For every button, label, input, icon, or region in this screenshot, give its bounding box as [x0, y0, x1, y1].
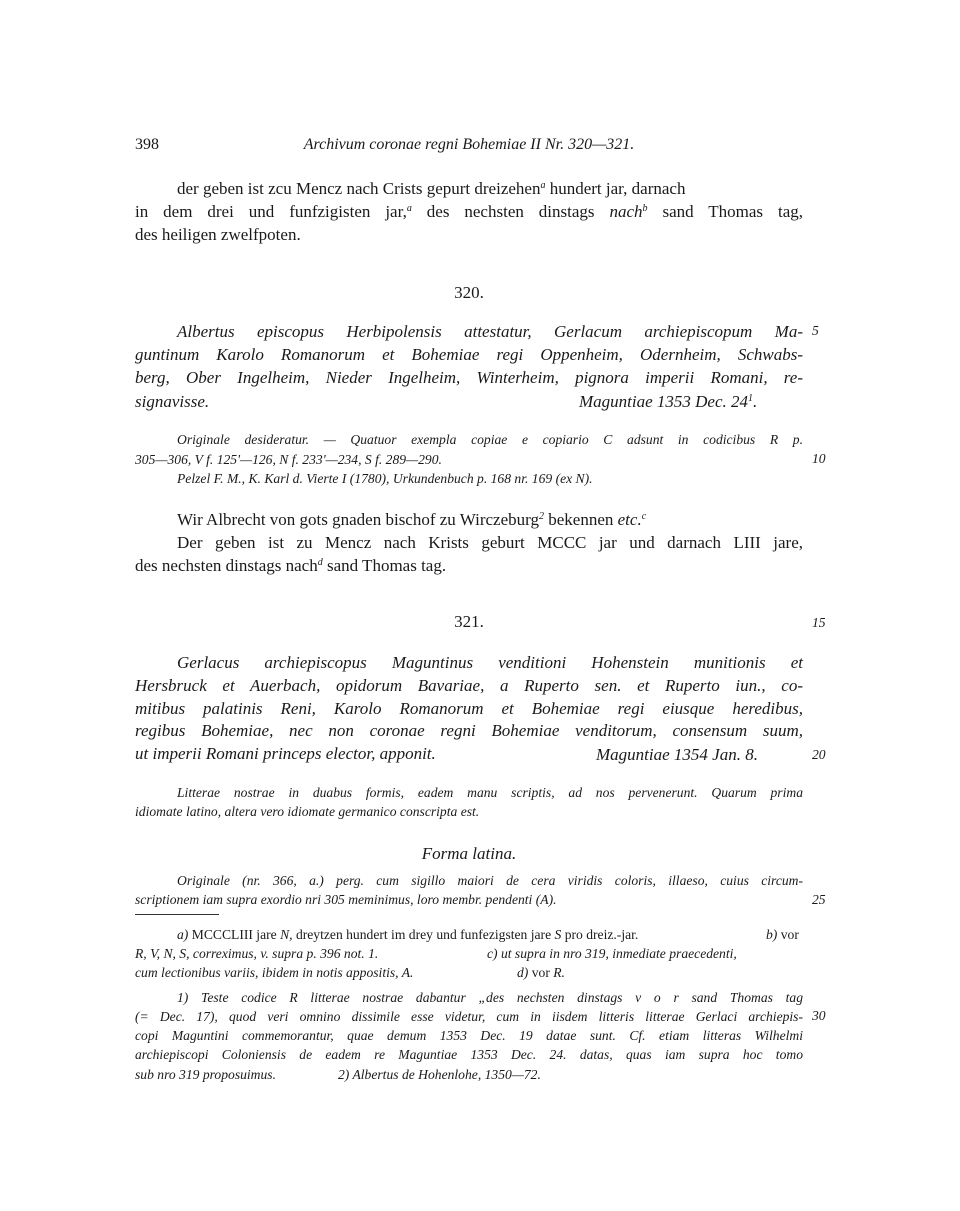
- doc-321-intro-line: idiomate latino, altera vero idiomate germanico conscripta est.: [135, 804, 480, 819]
- doc-320-apparatus-line: 305—306, V f. 125'—126, N f. 233'—234, S f. 289—290.: [135, 452, 442, 467]
- doc-320-regest-line: signavisse.: [135, 392, 210, 411]
- doc-320-number: 320.: [454, 283, 484, 302]
- doc-320-regest-line: berg, Ober Ingelheim, Nieder Ingelheim, Winterheim, pignora imperii Romani, re-: [135, 368, 803, 387]
- footnote-line-3: cum lectionibus variis, ibidem in notis appositis, A.: [135, 965, 414, 980]
- running-title: Archivum coronae regni Bohemiae II Nr. 320—321.: [303, 136, 635, 153]
- forma-apparatus-line: Originale (nr. 366, a.) perg. cum sigillo maiori de cera viridis coloris, illaeso, cuius circum-: [177, 873, 803, 888]
- footnote-1-line: 1) Teste codice R litterae nostrae dabantur „des nechsten dinstags v o r sand Thomas tag: [177, 990, 803, 1005]
- doc-321-regest-line: Gerlacus archiepiscopus Maguntinus venditioni Hohenstein munitionis et: [177, 653, 803, 672]
- forma-apparatus-line: scriptionem iam supra exordio nri 305 meminimus, loro membr. pendenti (A).: [135, 892, 557, 907]
- footnote-line-2: R, V, N, S, correximus, v. supra p. 396 not. 1.: [135, 946, 379, 961]
- doc-320-regest-line: Albertus episcopus Herbipolensis attestatur, Gerlacum archiepiscopum Ma-: [177, 322, 803, 341]
- margin-line-number: 15: [812, 615, 826, 630]
- margin-line-number: 5: [812, 323, 819, 338]
- footnote-d: d) vor R.: [517, 965, 565, 980]
- footnote-a: a) MCCCLIII jare N, dreytzen hundert im drey und funfezigsten jare S pro dreiz.-jar.: [177, 927, 639, 942]
- footnote-c: c) ut supra in nro 319, inmediate praecedenti,: [487, 946, 737, 961]
- margin-line-number: 25: [812, 892, 826, 907]
- footnote-2: 2) Albertus de Hohenlohe, 1350—72.: [338, 1067, 541, 1082]
- doc-321-regest-line: regibus Bohemiae, nec non coronae regni Bohemiae venditorum, consensum suum,: [135, 721, 803, 740]
- forma-latina-heading: Forma latina.: [421, 844, 517, 863]
- doc-321-date: Maguntiae 1354 Jan. 8.: [596, 745, 758, 764]
- margin-line-number: 20: [812, 747, 826, 762]
- doc-320-text-line-3: des nechsten dinstags nach$^d$ sand Thomas tag.: [135, 556, 447, 575]
- doc-321-regest-line: mitibus palatinis Reni, Karolo Romanorum et Bohemiae regi eiusque heredibus,: [135, 699, 803, 718]
- doc-320-text-line-1: Wir Albrecht von gots gnaden bischof zu Wirczeburg$^2$ bekennen etc.$^c$: [177, 510, 647, 529]
- doc-320-apparatus-line: Originale desideratur. — Quatuor exempla copiae e copiario C adsunt in codicibus R p.: [177, 432, 803, 447]
- prev-text-line-1: der geben ist zcu Mencz nach Crists gepurt dreizehen$^a$ hundert jar, darnach: [177, 179, 686, 198]
- doc-320-text-line-2: Der geben ist zu Mencz nach Krists geburt MCCC jar und darnach LIII jare,: [177, 533, 803, 552]
- doc-321-regest-line: ut imperii Romani princeps elector, apponit.: [135, 744, 436, 763]
- footnote-1-line: (= Dec. 17), quod veri omnino dissimile esse videtur, cum in iisdem litteris litterae Gerlaci archiepis-: [135, 1009, 803, 1024]
- doc-321-regest-line: Hersbruck et Auerbach, opidorum Bavariae, a Ruperto sen. et Ruperto iun., co-: [135, 676, 803, 695]
- doc-321-intro-line: Litterae nostrae in duabus formis, eadem manu scriptis, ad nos pervenerunt. Quarum prima: [177, 785, 803, 800]
- doc-320-apparatus-line: Pelzel F. M., K. Karl d. Vierte I (1780), Urkundenbuch p. 168 nr. 169 (ex N).: [177, 471, 593, 486]
- doc-320-regest-line: guntinum Karolo Romanorum et Bohemiae regi Oppenheim, Odernheim, Schwabs-: [135, 345, 803, 364]
- footnote-1-line: archiepiscopi Coloniensis de eadem re Maguntiae 1353 Dec. 24. datas, quas iam supra hoc tomo: [135, 1047, 803, 1062]
- prev-text-line-2: in dem drei und funfzigisten jar,$^a$ des nechsten dinstags nach$^b$ sand Thomas tag,: [135, 202, 804, 221]
- footnote-b-start: b) vor: [766, 927, 799, 942]
- doc-320-date: Maguntiae 1353 Dec. $24^1$.: [579, 392, 758, 411]
- footnote-rule: [135, 914, 219, 915]
- footnote-1-line: copi Maguntini commemorantur, quae demum 1353 Dec. 19 datae sunt. Cf. etiam litteras Wilhelmi: [135, 1028, 803, 1043]
- prev-text-line-3: des heiligen zwelfpoten.: [135, 225, 301, 244]
- footnote-1-last-line: sub nro 319 proposuimus.: [135, 1067, 276, 1082]
- margin-line-number: 10: [812, 451, 826, 466]
- page-number: 398: [135, 136, 159, 153]
- doc-321-number: 321.: [454, 612, 484, 631]
- margin-line-number: 30: [812, 1008, 826, 1023]
